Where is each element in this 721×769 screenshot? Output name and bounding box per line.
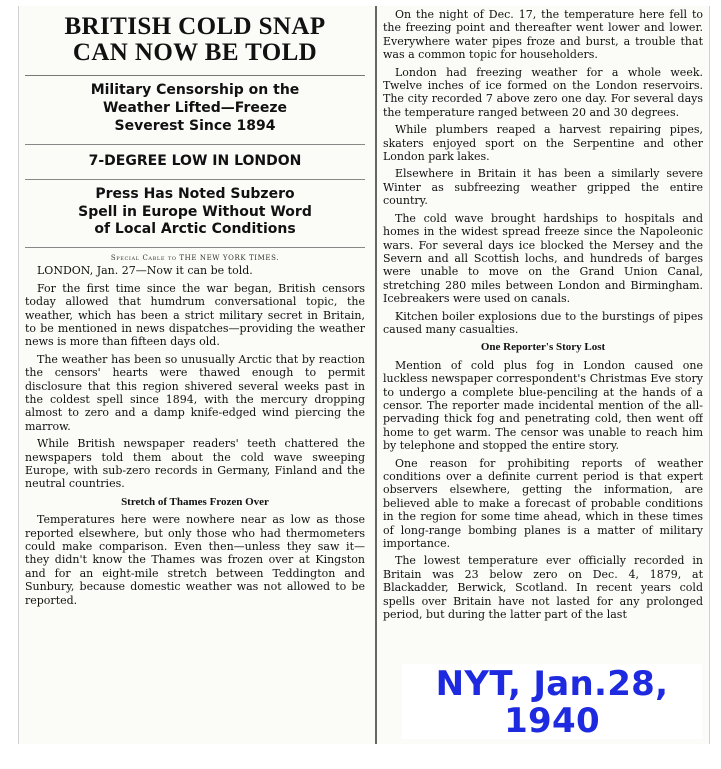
deck-3	[25, 180, 365, 249]
deck-1-line-1: Military Censorship on the	[90, 82, 300, 98]
right-paragraph: While plumbers reaped a harvest repairing pipes, skaters enjoyed sport on the Serpentine and other London park lakes.	[383, 123, 703, 164]
dispatch-line: Special Cable to THE NEW YORK TIMES.	[110, 254, 280, 263]
left-paragraph: Temperatures here were nowhere near as low as those reported elsewhere, but only those who had thermometers could make comparison. Even then—unless they saw it—they didn't know the Thames was frozen over at Kingston and for an eight-mile stretch between Teddington and Sunbury, because domestic weather was not allowed to be reported.	[25, 513, 365, 607]
headline-line-1: BRITISH COLD SNAP	[64, 13, 326, 40]
headline-line-2: CAN NOW BE TOLD	[72, 38, 318, 66]
right-column	[383, 6, 703, 744]
column-divider	[375, 6, 377, 744]
citation-caption	[402, 664, 702, 739]
right-paragraph: Mention of cold plus fog in London caused one luckless newspaper correspondent's Christmas Eve story to undergo a complete blue-penciling at the hands of a censor. The reporter made incidental mention of the all-pervading thick fog and penetrating cold, then went off home to get warm. The censor was unable to reach him by telephone and stopped the entire story.	[383, 358, 703, 453]
caption-line-2: 1940	[504, 700, 600, 741]
left-paragraph: LONDON, Jan. 27—Now it can be told.	[37, 264, 253, 278]
deck-3-line-3: of Local Arctic Conditions	[94, 221, 296, 238]
right-paragraph: One reason for prohibiting reports of weather conditions over a definite current period is that expert observers elsewhere, getting the information, are believed able to make a forecast of probable conditions in the region for some time ahead, which in these times of long-range bombing planes is a matter of military importance.	[383, 456, 703, 551]
deck-1-line-3: Severest Since 1894	[114, 117, 276, 134]
right-paragraph: On the night of Dec. 17, the temperature here fell to the freezing point and thereafter went lower and lower. Everywhere water pipes froze and burst, a trouble that was a common topic for householders.	[383, 8, 703, 62]
subhead-thames: Stretch of Thames Frozen Over	[121, 495, 269, 508]
caption-line-1: NYT, Jan.28,	[435, 664, 669, 704]
right-paragraph: Elsewhere in Britain it has been a similarly severe Winter as subfreezing weather gripped the entire country.	[383, 167, 703, 208]
deck-1-line-2: Weather Lifted—Freeze	[102, 99, 288, 116]
newspaper-clipping	[18, 6, 710, 744]
deck-1	[25, 76, 365, 145]
deck-2-line-1: 7-DEGREE LOW IN LONDON	[88, 152, 302, 169]
left-column	[25, 6, 365, 744]
deck-2	[25, 145, 365, 180]
right-paragraph: Kitchen boiler explosions due to the burstings of pipes caused many casualties.	[383, 309, 703, 336]
left-paragraph: The weather has been so unusually Arctic that by reaction the censors' hearts were thawed enough to permit disclosure that this region shivered several weeks past in the coldest spell since 1894, with the mercury dropping almost to zero and a damp knife-edged wind piercing the marrow.	[25, 352, 365, 433]
left-paragraph: While British newspaper readers' teeth chattered the newspapers told them about the cold wave sweeping Europe, with sub-zero records in Germany, Finland and the neutral countries.	[25, 437, 365, 491]
right-paragraph: London had freezing weather for a whole week. Twelve inches of ice formed on the London reservoirs. The city recorded 7 above zero one day. For several days the temperature ranged between 20 and 30 degrees.	[383, 65, 703, 119]
deck-3-line-2: Spell in Europe Without Word	[78, 203, 312, 220]
subhead-reporter: One Reporter's Story Lost	[480, 341, 606, 354]
right-body-text	[383, 6, 703, 621]
right-paragraph: The lowest temperature ever officially recorded in Britain was 23 below zero on Dec. 4, 1879, at Blackadder, Berwick, Scotland. In recent years cold spells over Britain have not lasted for any prolonged period, but during the latter part of the last	[383, 554, 703, 622]
left-body-text	[25, 264, 365, 607]
headline	[25, 6, 365, 76]
right-paragraph: The cold wave brought hardships to hospitals and homes in the widest spread freeze since the Napoleonic wars. For several days ice blocked the Mersey and the Severn and all Scottish lochs, and hundreds of barges were unable to move on the Grand Union Canal, stretching 280 miles between London and Birmingham. Icebreakers were used on canals.	[383, 211, 703, 306]
deck-3-line-1: Press Has Noted Subzero	[95, 185, 295, 202]
left-paragraph: For the first time since the war began, British censors today allowed that humdrum conversational topic, the weather, which has been a strict military secret in Britain, to be mentioned in news dispatches—providing the weather news is more than fifteen days old.	[25, 281, 365, 349]
